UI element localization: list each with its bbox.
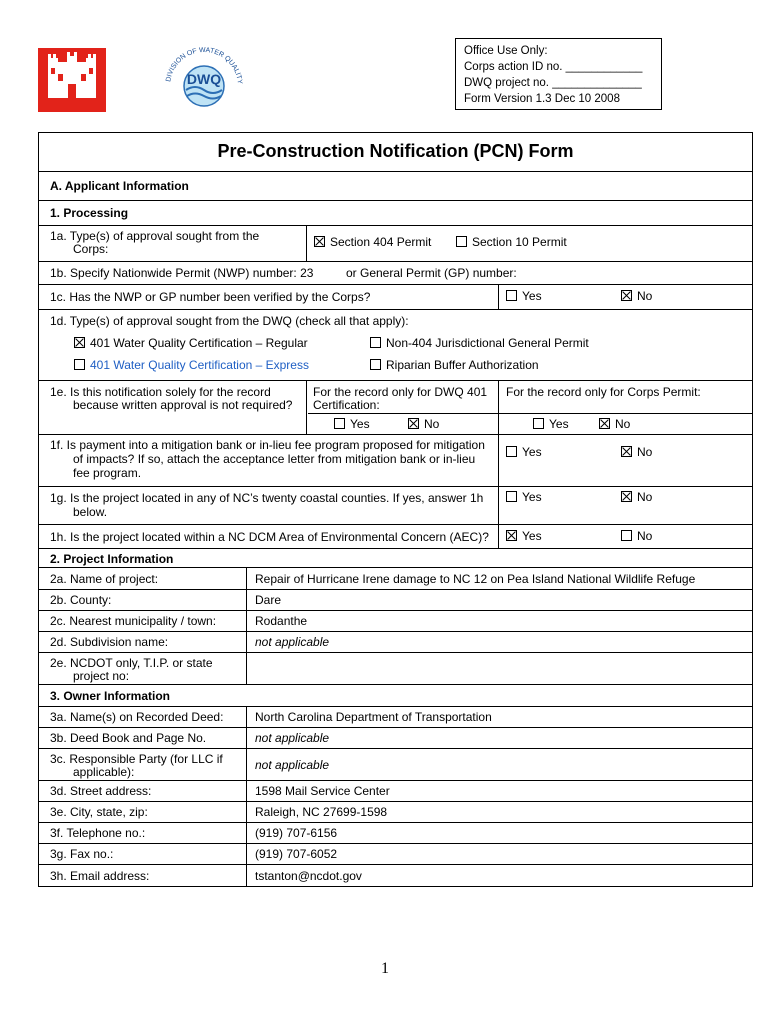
- q1f-yes-checkbox[interactable]: [506, 446, 517, 457]
- q1e-dwq-label: For the record only for DWQ 401: [313, 385, 488, 399]
- city-value[interactable]: Raleigh, NC 27699-1598: [255, 805, 388, 819]
- q1c-no-label: No: [637, 289, 653, 303]
- form-version: Form Version 1.3 Dec 10 2008: [464, 93, 620, 105]
- email-label: 3h. Email address:: [50, 869, 150, 883]
- q1f-label: 1f. Is payment into a mitigation bank or in-lieu fee program proposed for mitigation: [50, 438, 485, 452]
- section-10-label: Section 10 Permit: [472, 235, 567, 249]
- deed-name-value[interactable]: North Carolina Department of Transportation: [255, 710, 492, 724]
- q1h-no-checkbox[interactable]: [621, 530, 632, 541]
- wqc-regular-checkbox[interactable]: [74, 337, 85, 348]
- q1h-label: 1h. Is the project located within a NC DCM Area of Environmental Concern (AEC)?: [50, 530, 489, 544]
- q1f-yes-label: Yes: [522, 445, 542, 459]
- q1g-yes-label: Yes: [522, 490, 542, 504]
- project-name-label: 2a. Name of project:: [50, 572, 159, 586]
- q1e-corps-yes-label: Yes: [549, 417, 569, 431]
- q1e-corps-no-checkbox[interactable]: [599, 418, 610, 429]
- q1f-no-label: No: [637, 445, 653, 459]
- q1e-corps-yes-checkbox[interactable]: [533, 418, 544, 429]
- q1c-no-checkbox[interactable]: [621, 290, 632, 301]
- office-use-title: Office Use Only:: [464, 45, 548, 57]
- section-a-heading: A. Applicant Information: [50, 179, 189, 193]
- telephone-value[interactable]: (919) 707-6156: [255, 826, 338, 840]
- county-value[interactable]: Dare: [255, 593, 282, 607]
- deed-book-label: 3b. Deed Book and Page No.: [50, 731, 207, 745]
- q1d-label: 1d. Type(s) of approval sought from the DWQ (check all that apply):: [50, 314, 409, 328]
- q1e-dwq-no-label: No: [424, 417, 440, 431]
- q1f-label-2: of impacts? If so, attach the acceptance letter from mitigation bank or in-lieu: [73, 452, 476, 466]
- office-use-box: [455, 38, 662, 110]
- subdivision-label: 2d. Subdivision name:: [50, 635, 169, 649]
- responsible-party-label: 3c. Responsible Party (for LLC if: [50, 752, 223, 766]
- owner-info-heading: 3. Owner Information: [50, 689, 171, 703]
- q1a-label: 1a. Type(s) of approval sought from the: [50, 229, 260, 243]
- corps-castle-logo: [38, 48, 106, 112]
- tip-label: 2e. NCDOT only, T.I.P. or state: [50, 656, 213, 670]
- city-label: 3e. City, state, zip:: [50, 805, 148, 819]
- wqc-regular-label: 401 Water Quality Certification – Regular: [90, 336, 308, 350]
- section-404-checkbox[interactable]: [314, 236, 325, 247]
- q1e-dwq-yes-label: Yes: [350, 417, 370, 431]
- project-name-value[interactable]: Repair of Hurricane Irene damage to NC 12 on Pea Island National Wildlife Refuge: [255, 572, 696, 586]
- q1h-no-label: No: [637, 529, 653, 543]
- deed-name-label: 3a. Name(s) on Recorded Deed:: [50, 710, 224, 724]
- corps-action-id: Corps action ID no. ____________: [464, 61, 643, 73]
- email-value[interactable]: tstanton@ncdot.gov: [255, 869, 362, 883]
- section-404-label: Section 404 Permit: [330, 235, 432, 249]
- tip-label-2: project no:: [73, 669, 130, 683]
- processing-heading: 1. Processing: [50, 206, 129, 220]
- fax-label: 3g. Fax no.:: [50, 847, 114, 861]
- q1c-yes-label: Yes: [522, 289, 542, 303]
- q1e-label: 1e. Is this notification solely for the record: [50, 385, 271, 399]
- q1h-yes-label: Yes: [522, 529, 542, 543]
- responsible-party-label-2: applicable):: [73, 765, 135, 779]
- project-info-heading: 2. Project Information: [50, 552, 174, 566]
- q1f-no-checkbox[interactable]: [621, 446, 632, 457]
- q1e-dwq-yes-checkbox[interactable]: [334, 418, 345, 429]
- dwq-project-no: DWQ project no. ______________: [464, 77, 642, 89]
- q1b-gp-label: or General Permit (GP) number:: [346, 266, 517, 280]
- form-title: Pre-Construction Notification (PCN) Form: [38, 132, 753, 172]
- dwq-logo-text: DWQ: [186, 71, 222, 87]
- q1a-label-2: Corps:: [73, 242, 109, 256]
- dwq-logo: [158, 42, 250, 118]
- municipality-label: 2c. Nearest municipality / town:: [50, 614, 217, 628]
- q1e-dwq-label-2: Certification:: [313, 398, 380, 412]
- deed-book-value[interactable]: not applicable: [255, 731, 330, 745]
- q1e-corps-no-label: No: [615, 417, 631, 431]
- q1g-no-checkbox[interactable]: [621, 491, 632, 502]
- q1e-corps-label: For the record only for Corps Permit:: [506, 385, 701, 399]
- q1e-dwq-no-checkbox[interactable]: [408, 418, 419, 429]
- q1g-label-2: below.: [73, 505, 108, 519]
- wqc-express-checkbox[interactable]: [74, 359, 85, 370]
- q1g-label: 1g. Is the project located in any of NC’s twenty coastal counties. If yes, answer 1h: [50, 491, 484, 505]
- municipality-value[interactable]: Rodanthe: [255, 614, 308, 628]
- riparian-checkbox[interactable]: [370, 359, 381, 370]
- riparian-label: Riparian Buffer Authorization: [386, 358, 539, 372]
- section-10-checkbox[interactable]: [456, 236, 467, 247]
- dwq-logo-arc: DIVISION OF WATER QUALITY: [165, 46, 244, 85]
- non404-label: Non-404 Jurisdictional General Permit: [386, 336, 589, 350]
- q1h-yes-checkbox[interactable]: [506, 530, 517, 541]
- q1c-label: 1c. Has the NWP or GP number been verified by the Corps?: [50, 290, 371, 304]
- q1f-label-3: fee program.: [73, 466, 142, 480]
- q1b-label: 1b. Specify Nationwide Permit (NWP) number: 23: [50, 266, 314, 280]
- non404-checkbox[interactable]: [370, 337, 381, 348]
- subdivision-value[interactable]: not applicable: [255, 635, 330, 649]
- wqc-express-label: 401 Water Quality Certification – Express: [90, 358, 309, 372]
- county-label: 2b. County:: [50, 593, 112, 607]
- q1c-yes-checkbox[interactable]: [506, 290, 517, 301]
- responsible-party-value[interactable]: not applicable: [255, 758, 330, 772]
- street-value[interactable]: 1598 Mail Service Center: [255, 784, 390, 798]
- q1g-yes-checkbox[interactable]: [506, 491, 517, 502]
- page-number: 1: [381, 960, 389, 977]
- q1e-label-2: because written approval is not required?: [73, 398, 293, 412]
- q1g-no-label: No: [637, 490, 653, 504]
- telephone-label: 3f. Telephone no.:: [50, 826, 146, 840]
- fax-value[interactable]: (919) 707-6052: [255, 847, 338, 861]
- street-label: 3d. Street address:: [50, 784, 152, 798]
